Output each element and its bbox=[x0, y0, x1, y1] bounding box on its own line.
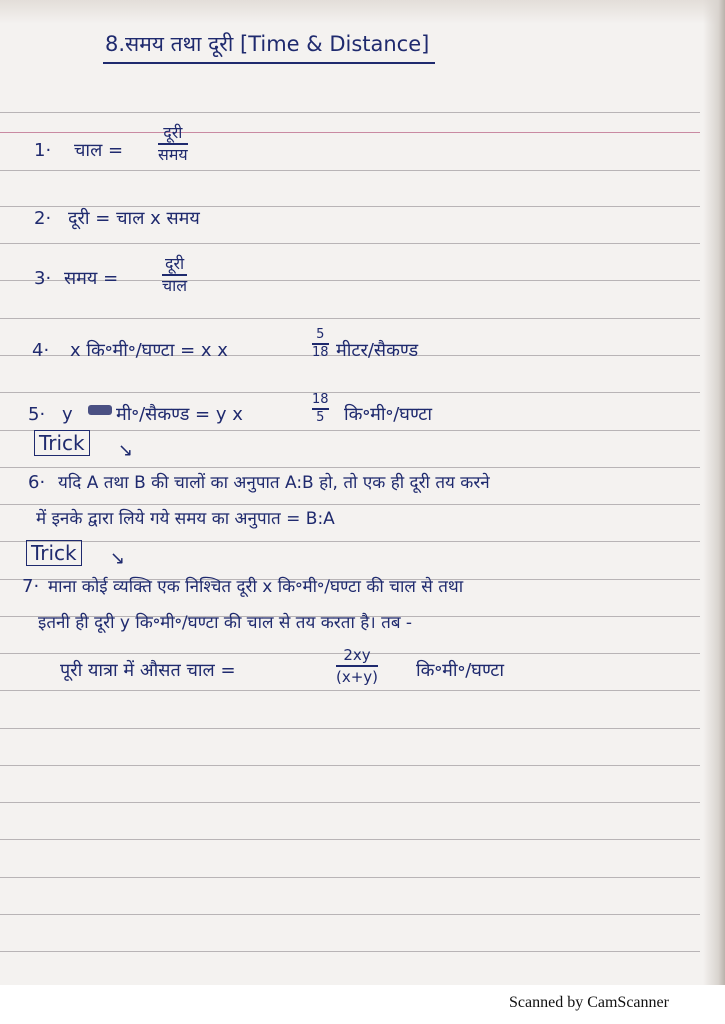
rule-line bbox=[0, 914, 700, 915]
rule-line bbox=[0, 839, 700, 840]
formula-5-rhs: कि॰मी॰/घण्टा bbox=[344, 404, 433, 425]
rule-line bbox=[0, 430, 700, 431]
rule-line bbox=[0, 206, 700, 207]
formula-4-lhs: x कि॰मी॰/घण्टा = x x bbox=[70, 340, 228, 361]
rule-line bbox=[0, 504, 700, 505]
arrow-icon: ↘ bbox=[118, 440, 134, 461]
page-title bbox=[105, 30, 429, 58]
ink-smudge bbox=[88, 405, 112, 415]
item-number-6: 6· bbox=[28, 472, 46, 493]
item-number-7: 7· bbox=[22, 576, 40, 597]
arrow-icon: ↘ bbox=[110, 548, 126, 569]
trick-7-line-2: इतनी ही दूरी y कि॰मी॰/घण्टा की चाल से तय करता है। तब - bbox=[38, 613, 413, 633]
fraction-denominator: 5 bbox=[316, 409, 325, 425]
page-shadow-top bbox=[0, 0, 725, 24]
scanner-watermark: Scanned by CamScanner bbox=[509, 994, 669, 1011]
fraction-bar bbox=[336, 665, 378, 667]
rule-line bbox=[0, 951, 700, 952]
formula-3-fraction bbox=[162, 255, 187, 295]
trick-7-line-3-lhs: पूरी यात्रा में औसत चाल = bbox=[60, 660, 236, 681]
trick-label-2: Trick bbox=[26, 540, 82, 566]
formula-5-lhs: y bbox=[62, 404, 73, 425]
rule-line bbox=[0, 132, 700, 133]
item-number-3: 3· bbox=[34, 268, 52, 289]
formula-2-text: दूरी = चाल x समय bbox=[68, 208, 200, 229]
formula-1-lhs: चाल = bbox=[74, 140, 124, 161]
trick-6-line-1: यदि A तथा B की चालों का अनुपात A:B हो, तो एक ही दूरी तय करने bbox=[58, 473, 490, 493]
trick-7-line-3-rhs: कि॰मी॰/घण्टा bbox=[416, 660, 505, 681]
rule-line bbox=[0, 541, 700, 542]
item-number-2: 2· bbox=[34, 208, 52, 229]
fraction-denominator: (x+y) bbox=[336, 667, 379, 686]
fraction-numerator: दूरी bbox=[164, 254, 185, 273]
rule-line bbox=[0, 392, 700, 393]
rule-line bbox=[0, 728, 700, 729]
rule-line bbox=[0, 467, 700, 468]
page-shadow-right bbox=[703, 0, 725, 985]
rule-line bbox=[0, 112, 700, 113]
fraction-denominator: 18 bbox=[312, 344, 329, 360]
rule-line bbox=[0, 170, 700, 171]
formula-5-mid: मी॰/सैकण्ड = y x bbox=[116, 404, 243, 425]
item-number-1: 1· bbox=[34, 140, 52, 161]
rule-line bbox=[0, 243, 700, 244]
trick-7-line-1: माना कोई व्यक्ति एक निश्चित दूरी x कि॰मी॰/घण्टा की चाल से तथा bbox=[48, 577, 464, 597]
fraction-numerator: 2xy bbox=[343, 646, 371, 664]
formula-5-fraction bbox=[312, 393, 329, 425]
title-underline bbox=[103, 62, 435, 64]
rule-line bbox=[0, 802, 700, 803]
fraction-numerator: 18 bbox=[312, 392, 329, 407]
rule-line bbox=[0, 318, 700, 319]
trick-label-1: Trick bbox=[34, 430, 90, 456]
rule-line bbox=[0, 765, 700, 766]
trick-7-fraction bbox=[336, 646, 378, 686]
item-number-5: 5· bbox=[28, 404, 46, 425]
trick-6-line-2: में इनके द्वारा लिये गये समय का अनुपात = B:A bbox=[36, 509, 335, 529]
fraction-denominator: चाल bbox=[162, 275, 188, 295]
page-title-text: 8.समय तथा दूरी [Time & Distance] bbox=[105, 32, 430, 56]
rule-line bbox=[0, 690, 700, 691]
item-number-4: 4· bbox=[32, 340, 50, 361]
formula-4-fraction bbox=[312, 328, 329, 360]
fraction-numerator: 5 bbox=[316, 327, 325, 342]
fraction-numerator: दूरी bbox=[163, 123, 183, 142]
fraction-denominator: समय bbox=[158, 144, 188, 164]
rule-line bbox=[0, 877, 700, 878]
formula-4-rhs: मीटर/सैकण्ड bbox=[336, 340, 419, 361]
formula-3-lhs: समय = bbox=[64, 268, 119, 289]
formula-1-fraction bbox=[158, 124, 188, 164]
